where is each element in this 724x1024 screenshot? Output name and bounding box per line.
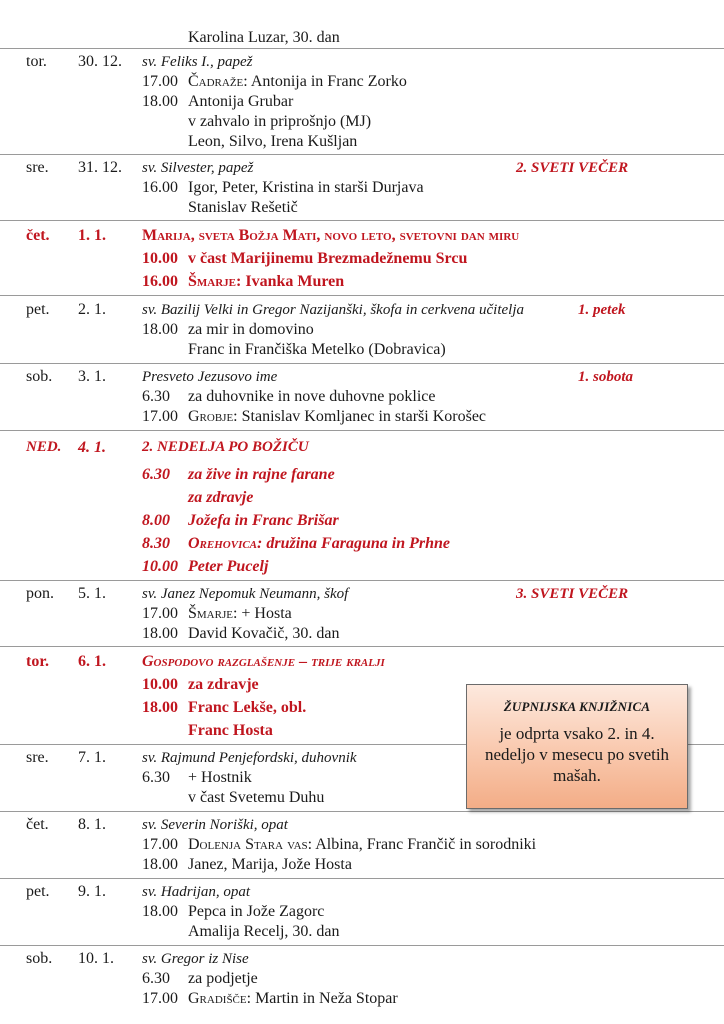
day-name: pet. (26, 883, 50, 900)
intention: družina Faraguna in Prhne (266, 535, 450, 552)
mass-time: 17.00 (142, 73, 178, 90)
place: Gradišče: (188, 990, 252, 1007)
day-entry (0, 367, 724, 431)
special-note: 3. SVETI VEČER (516, 586, 629, 602)
intention: Antonija Grubar (188, 93, 294, 110)
place: Orehovica: (188, 535, 263, 552)
intention: Janez, Marija, Jože Hosta (188, 856, 352, 873)
day-name: sre. (26, 749, 49, 766)
intention: za mir in domovino (188, 321, 314, 338)
mass-time: 8.00 (142, 512, 170, 529)
day-entry (0, 815, 724, 879)
intention: Jožefa in Franc Brišar (188, 512, 339, 529)
day-date: 31. 12. (78, 159, 122, 176)
mass-time: 6.30 (142, 388, 170, 405)
intention: Karolina Luzar, 30. dan (188, 29, 340, 46)
day-date: 2. 1. (78, 301, 106, 318)
saint: Presveto Jezusovo ime (142, 369, 278, 385)
day-entry (0, 882, 724, 946)
mass-time: 18.00 (142, 903, 178, 920)
intention: v čast Marijinemu Brezmadežnemu Srcu (188, 250, 468, 267)
day-entry (0, 949, 724, 1009)
mass-time: 16.00 (142, 273, 178, 290)
place: Grobje: (188, 408, 238, 425)
mass-time: 16.00 (142, 179, 178, 196)
intention: za zdravje (188, 676, 259, 693)
saint: sv. Feliks I., papež (142, 54, 253, 70)
intention: + Hosta (241, 605, 292, 622)
mass-time: 18.00 (142, 856, 178, 873)
intention: Stanislav Rešetič (188, 199, 298, 216)
saint: sv. Hadrijan, opat (142, 884, 251, 900)
mass-time: 6.30 (142, 970, 170, 987)
intention: David Kovačič, 30. dan (188, 625, 340, 642)
intention: + Hostnik (188, 769, 252, 786)
intention: v čast Svetemu Duhu (188, 789, 325, 806)
day-name: pet. (26, 301, 50, 318)
intention: Franc Lekše, obl. (188, 699, 307, 716)
mass-time: 17.00 (142, 990, 178, 1007)
day-entry (0, 584, 724, 647)
mass-time: 18.00 (142, 625, 178, 642)
day-name: sre. (26, 159, 49, 176)
saint: sv. Severin Noriški, opat (142, 817, 288, 833)
intention: Amalija Recelj, 30. dan (188, 923, 340, 940)
day-date: 10. 1. (78, 950, 114, 967)
intention: Ivanka Muren (245, 273, 345, 290)
day-name: pon. (26, 585, 54, 602)
intention: Peter Pucelj (188, 558, 269, 575)
intention: Leon, Silvo, Irena Kušljan (188, 133, 358, 150)
place: Čadraže: (188, 73, 248, 90)
place: Šmarje: (188, 273, 242, 290)
day-entry (0, 224, 724, 296)
intention: Stanislav Komljanec in starši Korošec (241, 408, 487, 425)
intention: za duhovnike in nove duhovne poklice (188, 388, 436, 405)
day-entry (0, 300, 724, 364)
mass-time: 18.00 (142, 321, 178, 338)
special-note: 2. SVETI VEČER (516, 160, 629, 176)
feast-title: 2. NEDELJA PO BOŽIČU (142, 439, 309, 455)
day-name: čet. (26, 816, 49, 833)
day-date: 3. 1. (78, 368, 106, 385)
intention: Martin in Neža Stopar (255, 990, 398, 1007)
mass-time: 6.30 (142, 466, 170, 483)
saint: sv. Bazilij Velki in Gregor Nazijanški, škofa in cerkvena učitelja (142, 302, 525, 318)
day-name: čet. (26, 227, 50, 244)
day-entry (0, 28, 724, 49)
day-name: NED. (26, 439, 62, 455)
feast-title: Gospodovo razglašenje – trije kralji (142, 653, 385, 670)
day-date: 6. 1. (78, 653, 106, 670)
day-name: tor. (26, 53, 47, 70)
mass-time: 10.00 (142, 558, 178, 575)
library-notice-text: je odprta vsako 2. in 4. nedeljo v mesecu po svetih mašah. (484, 724, 670, 785)
day-entry (0, 158, 724, 221)
saint: sv. Silvester, papež (142, 160, 254, 176)
intention: Franc in Frančiška Metelko (Dobravica) (188, 341, 446, 358)
intention: v zahvalo in priprošnjo (MJ) (188, 113, 372, 130)
day-date: 9. 1. (78, 883, 106, 900)
saint: sv. Rajmund Penjefordski, duhovnik (142, 750, 357, 766)
mass-time: 17.00 (142, 605, 178, 622)
feast-title: Marija, sveta Božja Mati, novo leto, svetovni dan miru (142, 227, 520, 244)
intention: Pepca in Jože Zagorc (188, 903, 325, 920)
special-note: 1. petek (578, 302, 626, 318)
day-name: tor. (26, 653, 49, 670)
mass-time: 17.00 (142, 408, 178, 425)
mass-time: 17.00 (142, 836, 178, 853)
intention: za žive in rajne farane (188, 466, 335, 483)
intention: Antonija in Franc Zorko (250, 73, 407, 90)
intention: za zdravje (188, 489, 254, 506)
day-date: 5. 1. (78, 585, 106, 602)
library-notice-box (466, 684, 688, 809)
day-date: 30. 12. (78, 53, 122, 70)
day-date: 1. 1. (78, 227, 106, 244)
day-entry (0, 436, 724, 581)
intention: za podjetje (188, 970, 258, 987)
mass-time: 18.00 (142, 699, 178, 716)
day-date: 8. 1. (78, 816, 106, 833)
mass-time: 6.30 (142, 769, 170, 786)
mass-time: 18.00 (142, 93, 178, 110)
mass-time: 10.00 (142, 250, 178, 267)
special-note: 1. sobota (578, 369, 634, 385)
day-name: sob. (26, 368, 53, 385)
intention: Albina, Franc Frančič in sorodniki (315, 836, 537, 853)
intention: Franc Hosta (188, 722, 273, 739)
library-notice-title: ŽUPNIJSKA KNJIŽNICA (503, 699, 651, 714)
saint: sv. Janez Nepomuk Neumann, škof (142, 586, 349, 602)
place: Šmarje: (188, 605, 238, 622)
day-date: 4. 1. (78, 439, 106, 456)
day-date: 7. 1. (78, 749, 106, 766)
day-entry (0, 52, 724, 155)
saint: sv. Gregor iz Nise (142, 951, 249, 967)
place: Dolenja Stara vas: (188, 836, 313, 853)
intention: Igor, Peter, Kristina in starši Durjava (188, 179, 424, 196)
day-name: sob. (26, 950, 53, 967)
mass-time: 8.30 (142, 535, 170, 552)
mass-time: 10.00 (142, 676, 178, 693)
